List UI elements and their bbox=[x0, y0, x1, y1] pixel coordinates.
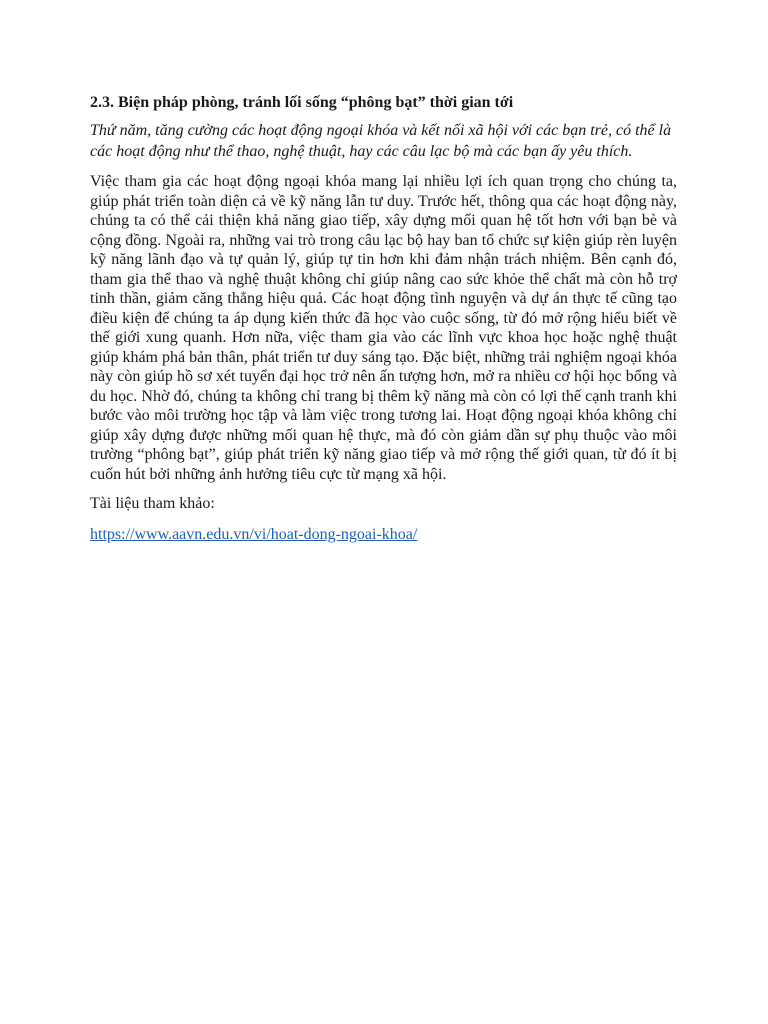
body-paragraph: Việc tham gia các hoạt động ngoại khóa mang lại nhiều lợi ích quan trọng cho chúng ta, giúp phát triển toàn diện cả về kỹ năng lẫn tư duy. Trước hết, thông qua các hoạt động này, chúng ta có thể cải thiện khả năng giao tiếp, xây dựng mối quan hệ tốt hơn với bạn bè và cộng đồng. Ngoài ra, những vai trò trong câu lạc bộ hay ban tổ chức sự kiện giúp rèn luyện kỹ năng lãnh đạo và tự quản lý, giúp tự tin hơn khi đảm nhận trách nhiệm. Bên cạnh đó, tham gia thể thao và nghệ thuật không chỉ giúp nâng cao sức khỏe thể chất mà còn hỗ trợ tinh thần, giảm căng thẳng hiệu quả. Các hoạt động tình nguyện và dự án thực tế cũng tạo điều kiện để chúng ta áp dụng kiến thức đã học vào cuộc sống, từ đó mở rộng hiểu biết về thế giới xung quanh. Hơn nữa, việc tham gia vào các lĩnh vực khoa học hoặc nghệ thuật giúp khám phá bản thân, phát triển tư duy sáng tạo. Đặc biệt, những trải nghiệm ngoại khóa này còn giúp hồ sơ xét tuyển đại học trở nên ấn tượng hơn, mở ra nhiều cơ hội học bổng và du học. Nhờ đó, chúng ta không chỉ trang bị thêm kỹ năng mà còn có lợi thế cạnh tranh khi bước vào môi trường học tập và làm việc trong tương lai. Hoạt động ngoại khóa không chỉ giúp xây dựng được những mối quan hệ thực, mà đó còn giảm dần sự phụ thuộc vào môi trường “phông bạt”, giúp phát triển kỹ năng giao tiếp và mở rộng thế giới quan, từ đó ít bị cuốn hút bởi những ảnh hưởng tiêu cực từ mạng xã hội. bbox=[90, 173, 677, 483]
reference-link[interactable]: https://www.aavn.edu.vn/vi/hoat-dong-ngoai-khoa/ bbox=[90, 526, 418, 543]
document-page bbox=[90, 92, 677, 546]
references-label: Tài liệu tham khảo: bbox=[90, 495, 215, 512]
section-heading: 2.3. Biện pháp phòng, tránh lối sống “phông bạt” thời gian tới bbox=[90, 94, 514, 111]
intro-paragraph: Thứ năm, tăng cường các hoạt động ngoại khóa và kết nối xã hội với các bạn trẻ, có thể là các hoạt động như thể thao, nghệ thuật, hay các câu lạc bộ mà các bạn ấy yêu thích. bbox=[90, 122, 672, 160]
